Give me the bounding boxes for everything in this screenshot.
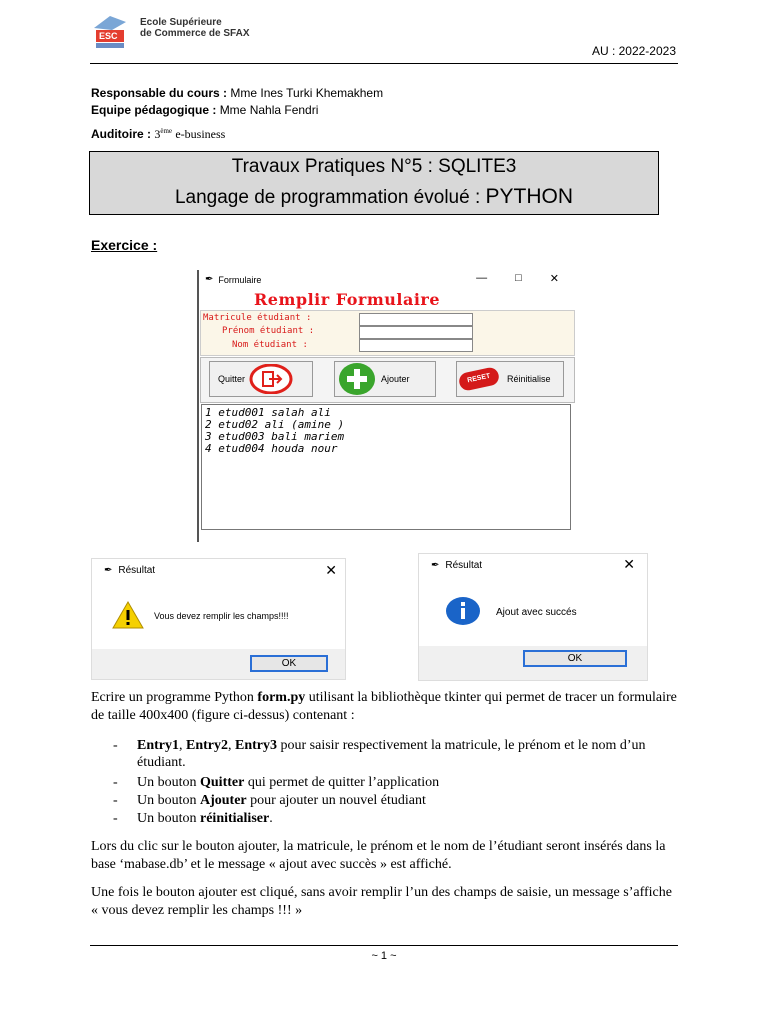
list-item[interactable]: 4 etud004 houda nour [205, 442, 338, 455]
list-item[interactable]: 3 etud003 bali mariem [205, 430, 345, 443]
warning-dialog-footer [92, 649, 345, 679]
form-banner: Remplir Formulaire [254, 290, 441, 309]
close-icon[interactable]: ✕ [623, 556, 635, 572]
warning-dialog [91, 558, 346, 680]
warning-message: Vous devez remplir les champs!!!! [154, 611, 289, 621]
info-message: Ajout avec succés [496, 607, 577, 618]
bullet-item: - Un bouton Ajouter pour ajouter un nouvel étudiant [113, 793, 426, 808]
feather-icon: ✒ [205, 274, 214, 285]
info-icon [445, 596, 481, 626]
warning-icon [112, 601, 144, 629]
close-icon[interactable]: ✕ [325, 562, 337, 578]
window-title: Formulaire [218, 274, 262, 285]
nom-label: Nom étudiant : [232, 340, 308, 350]
equipe-line: Equipe pédagogique : Mme Nahla Fendri [91, 103, 319, 117]
fields-frame [200, 310, 575, 356]
page-number: ~ 1 ~ [371, 950, 397, 962]
title-line2: Langage de programmation évolué : PYTHON [174, 185, 574, 208]
feather-icon: ✒ [431, 560, 440, 571]
title-box [89, 151, 659, 215]
school-logo [90, 14, 130, 50]
matricule-label: Matricule étudiant : [203, 313, 312, 323]
plus-icon [337, 362, 377, 396]
minimize-icon[interactable]: — [476, 272, 488, 284]
bullet-item: - Un bouton réinitialiser. [113, 811, 273, 826]
quit-button[interactable]: Quitter [209, 361, 313, 397]
close-icon[interactable]: ✕ [549, 273, 559, 285]
reset-button[interactable]: RESET Réinitialise [456, 361, 564, 397]
maximize-icon[interactable]: □ [515, 272, 522, 284]
students-listbox[interactable] [201, 404, 571, 530]
form-window [197, 270, 577, 542]
auditoire-line: Auditoire : 3ème e-business [91, 127, 226, 141]
prenom-label: Prénom étudiant : [222, 326, 315, 336]
list-item[interactable]: 2 etud02 ali (amine ) [205, 418, 345, 431]
prenom-input[interactable] [359, 326, 473, 339]
nom-input[interactable] [359, 339, 473, 352]
warning-ok-button[interactable]: OK [250, 655, 328, 672]
window-controls [476, 272, 559, 285]
matricule-input[interactable] [359, 313, 473, 326]
academic-year: AU : 2022-2023 [591, 44, 676, 58]
feather-icon: ✒ [104, 565, 113, 576]
intro-paragraph: Ecrire un programme Python form.py utilisant la bibliothèque tkinter qui permet de tracer un formulaire de taille 400x400 (figure ci-dessus) contenant : [91, 690, 677, 723]
add-button[interactable]: Ajouter [334, 361, 436, 397]
reset-icon: RESET [458, 366, 501, 392]
info-dialog-footer [419, 646, 647, 680]
exercise-heading: Exercice : [91, 237, 158, 253]
school-name: Ecole Supérieure de Commerce de SFAX [140, 17, 250, 39]
list-item[interactable]: 1 etud001 salah ali [205, 406, 331, 419]
info-dialog [418, 553, 648, 681]
footer-divider [90, 945, 678, 946]
header-divider [90, 63, 678, 64]
button-bar [200, 357, 575, 403]
validation-paragraph: Une fois le bouton ajouter est cliqué, sans avoir remplir l’un des champs de saisie, un message s’affiche « vous devez remplir les champs !!! » [91, 885, 672, 918]
insert-paragraph: Lors du clic sur le bouton ajouter, la matricule, le prénom et le nom de l’étudiant seront insérés dans la base ‘mabase.db’ et le message « ajout avec succès » est affiché. [91, 839, 666, 872]
info-ok-button[interactable]: OK [523, 650, 627, 667]
responsable-line: Responsable du cours : Mme Ines Turki Khemakhem [91, 86, 384, 100]
exit-icon [249, 364, 293, 394]
title-line1: Travaux Pratiques N°5 : SQLITE3 [231, 156, 517, 177]
window-titlebar [205, 274, 261, 285]
bullet-dash: - [113, 738, 118, 753]
warning-dialog-titlebar: ✒ Résultat [104, 565, 156, 576]
logo-text: ESC [99, 31, 118, 41]
info-dialog-titlebar: ✒ Résultat [431, 560, 483, 571]
bullet-item: - Entry1, Entry2, Entry3 pour saisir respectivement la matricule, le prénom et le nom d’un étudiant. [113, 738, 646, 770]
bullet-item: - Un bouton Quitter qui permet de quitter l’application [113, 775, 440, 790]
